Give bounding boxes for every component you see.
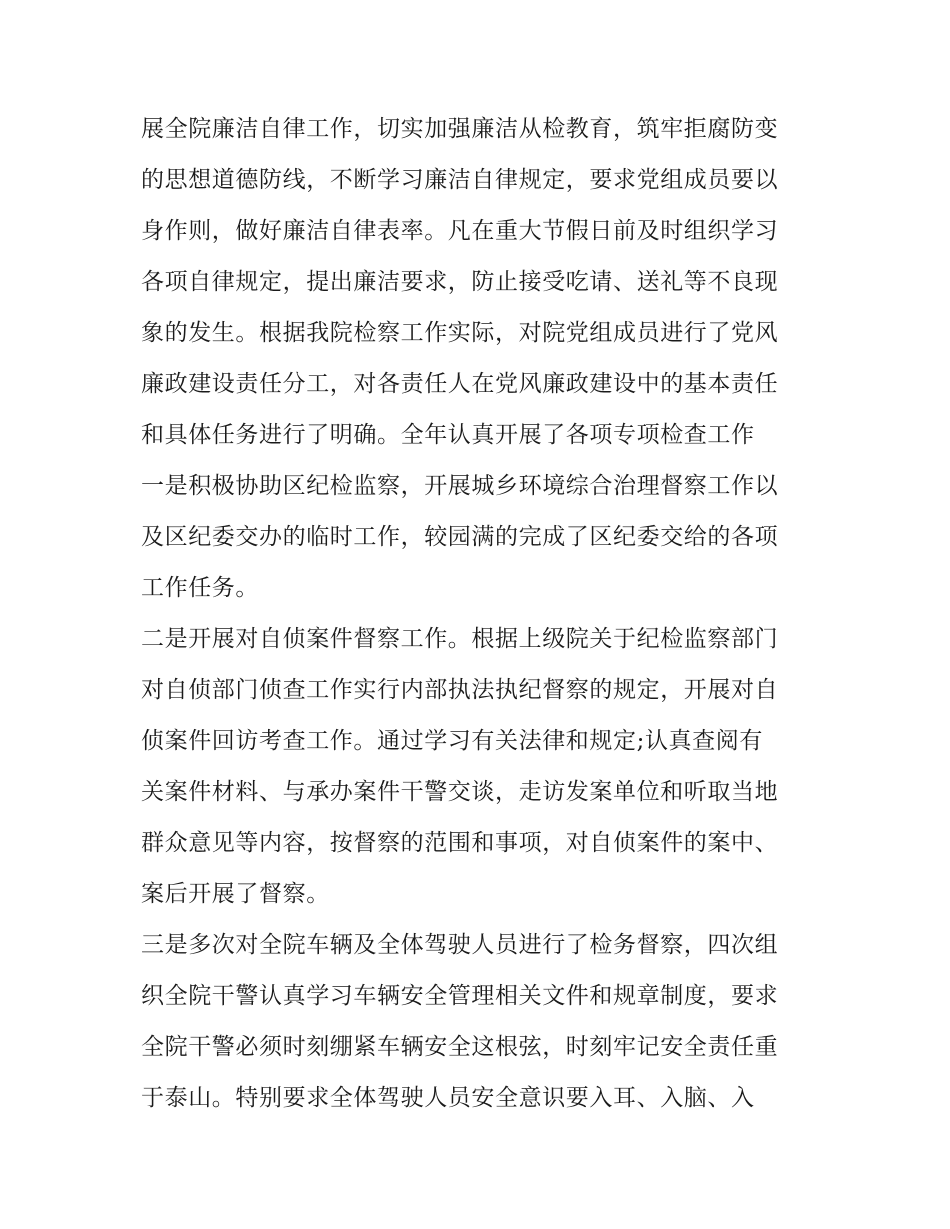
text-line: 和具体任务进行了明确。全年认真开展了各项专项检查工作 — [141, 422, 755, 448]
text-line: 于泰山。特别要求全体驾驶人员安全意识要入耳、入脑、入 — [141, 1085, 755, 1111]
text-line: 各项自律规定，提出廉洁要求，防止接受吃请、送礼等不良现 — [141, 269, 779, 295]
text-line: 全院干警必须时刻绷紧车辆安全这根弦，时刻牢记安全责任重 — [141, 1034, 779, 1060]
text-line: 对自侦部门侦查工作实行内部执法执纪督察的规定，开展对自 — [141, 677, 779, 703]
text-line: 案后开展了督察。 — [141, 881, 330, 907]
text-line: 的思想道德防线，不断学习廉洁自律规定，要求党组成员要以 — [141, 167, 779, 193]
text-line: 及区纪委交办的临时工作，较园满的完成了区纪委交给的各项 — [141, 524, 779, 550]
text-line: 廉政建设责任分工，对各责任人在党风廉政建设中的基本责任 — [141, 371, 779, 397]
text-line: 工作任务。 — [141, 575, 259, 601]
text-line: 织全院干警认真学习车辆安全管理相关文件和规章制度，要求 — [141, 983, 779, 1009]
text-line: 侦案件回访考查工作。通过学习有关法律和规定;认真查阅有 — [141, 728, 763, 754]
text-line: 展全院廉洁自律工作，切实加强廉洁从检教育，筑牢拒腐防变 — [141, 116, 779, 142]
document-body — [141, 104, 831, 1124]
text-line: 二是开展对自侦案件督察工作。根据上级院关于纪检监察部门 — [141, 626, 779, 652]
text-line: 群众意见等内容，按督察的范围和事项，对自侦案件的案中、 — [141, 830, 779, 856]
text-line: 象的发生。根据我院检察工作实际，对院党组成员进行了党风 — [141, 320, 779, 346]
text-line: 身作则，做好廉洁自律表率。凡在重大节假日前及时组织学习 — [141, 218, 779, 244]
text-line: 三是多次对全院车辆及全体驾驶人员进行了检务督察，四次组 — [141, 932, 779, 958]
text-line: 一是积极协助区纪检监察，开展城乡环境综合治理督察工作以 — [141, 473, 779, 499]
text-line: 关案件材料、与承办案件干警交谈，走访发案单位和听取当地 — [141, 779, 779, 805]
